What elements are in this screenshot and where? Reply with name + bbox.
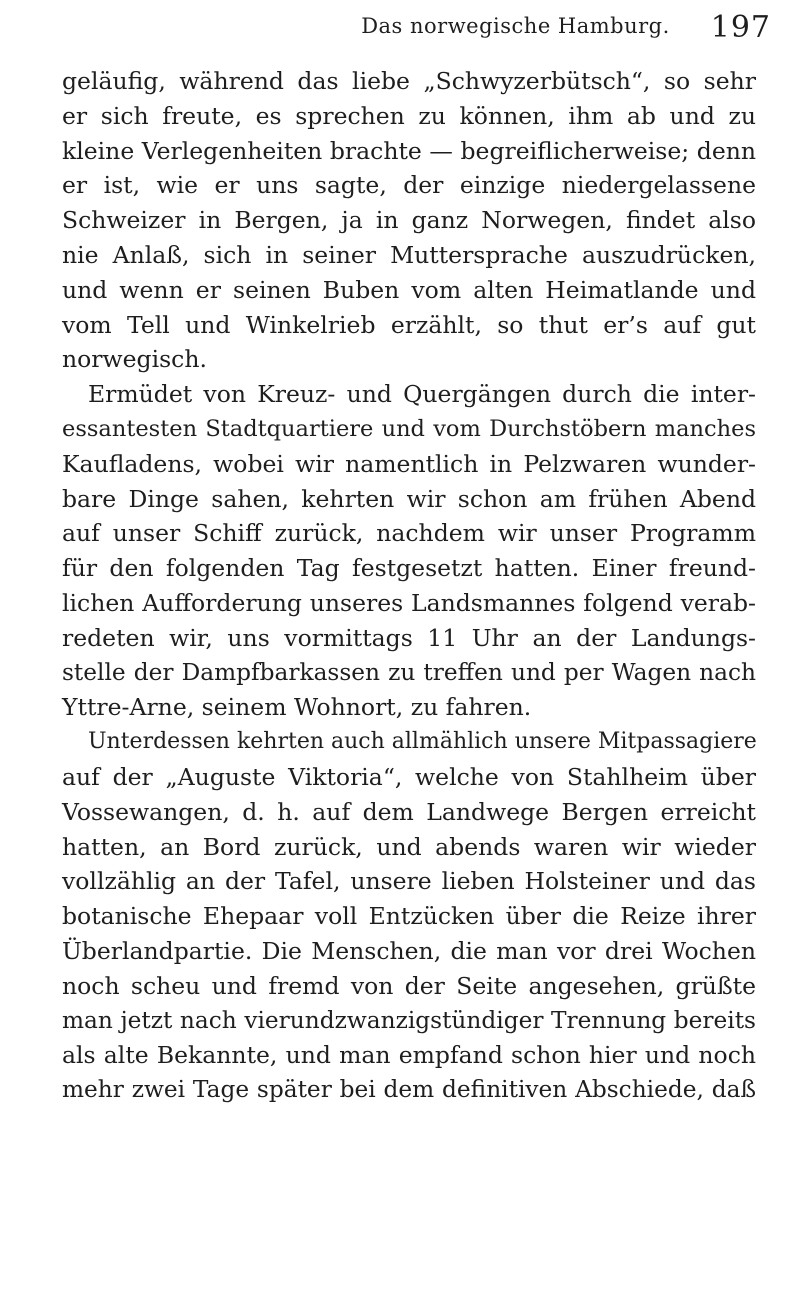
text-line: stelle der Dampfbarkassen zu treffen und per Wagen nach (62, 658, 756, 686)
text-line: Yttre-Arne, seinem Wohnort, zu fahren. (62, 693, 532, 722)
text-line: nie Anlaß, sich in seiner Muttersprache auszudrücken, (62, 240, 756, 269)
text-line: geläufig, während das liebe „Schwyzerbütsch“, so sehr (62, 67, 756, 95)
text-line: auf der „Auguste Viktoria“, welche von Stahlheim über (62, 762, 756, 791)
running-head (60, 10, 771, 45)
text-line: er sich freute, es sprechen zu können, ihm ab und zu (62, 101, 756, 130)
text-line: essantesten Stadtquartiere und vom Durchstöbern manches (62, 415, 756, 442)
text-line: kleine Verlegenheiten brachte — begreiflicherweise; denn (62, 136, 756, 165)
running-title: Das norwegische Hamburg. (361, 14, 670, 38)
text-line: Kaufladens, wobei wir namentlich in Pelzwaren wunder- (62, 449, 756, 478)
text-line: hatten, an Bord zurück, und abends waren wir wieder (62, 832, 756, 861)
text-line: Unterdessen kehrten auch allmählich unsere Mitpassagiere (88, 729, 757, 755)
text-line: er ist, wie er uns sagte, der einzige niedergelassene (62, 171, 756, 200)
text-line: noch scheu und fremd von der Seite angesehen, grüßte (62, 971, 756, 1000)
text-line: mehr zwei Tage später bei dem definitiven Abschiede, daß (62, 1076, 756, 1104)
text-line: vollzählig an der Tafel, unsere lieben Holsteiner und das (62, 867, 756, 896)
text-line: Vossewangen, d. h. auf dem Landwege Bergen erreicht (62, 797, 756, 826)
text-line: botanische Ehepaar voll Entzücken über die Reize ihrer (62, 902, 756, 931)
body-text (62, 64, 756, 1108)
text-line: redeten wir, uns vormittags 11 Uhr an der Landungs- (62, 623, 756, 652)
text-line: Überlandpartie. Die Menschen, die man vor drei Wochen (62, 936, 756, 965)
text-line: auf unser Schiff zurück, nachdem wir unser Programm (62, 519, 756, 548)
text-line: Schweizer in Bergen, ja in ganz Norwegen, findet also (62, 206, 756, 235)
text-line: vom Tell und Winkelrieb erzählt, so thut er’s auf gut (62, 310, 756, 339)
text-line: für den folgenden Tag festgesetzt hatten. Einer freund- (62, 554, 756, 583)
text-line: man jetzt nach vierundzwanzigstündiger Trennung bereits (62, 1006, 756, 1034)
text-line: und wenn er seinen Buben vom alten Heimatlande und (62, 275, 756, 304)
text-line: norwegisch. (62, 345, 207, 374)
text-line: als alte Bekannte, und man empfand schon hier und noch (62, 1041, 756, 1070)
text-line: bare Dinge sahen, kehrten wir schon am frühen Abend (62, 484, 756, 513)
text-line: Ermüdet von Kreuz- und Quergängen durch die inter- (88, 380, 756, 409)
text-line: lichen Aufforderung unseres Landsmannes folgend verab- (62, 588, 756, 617)
page-number: 197 (710, 10, 771, 45)
